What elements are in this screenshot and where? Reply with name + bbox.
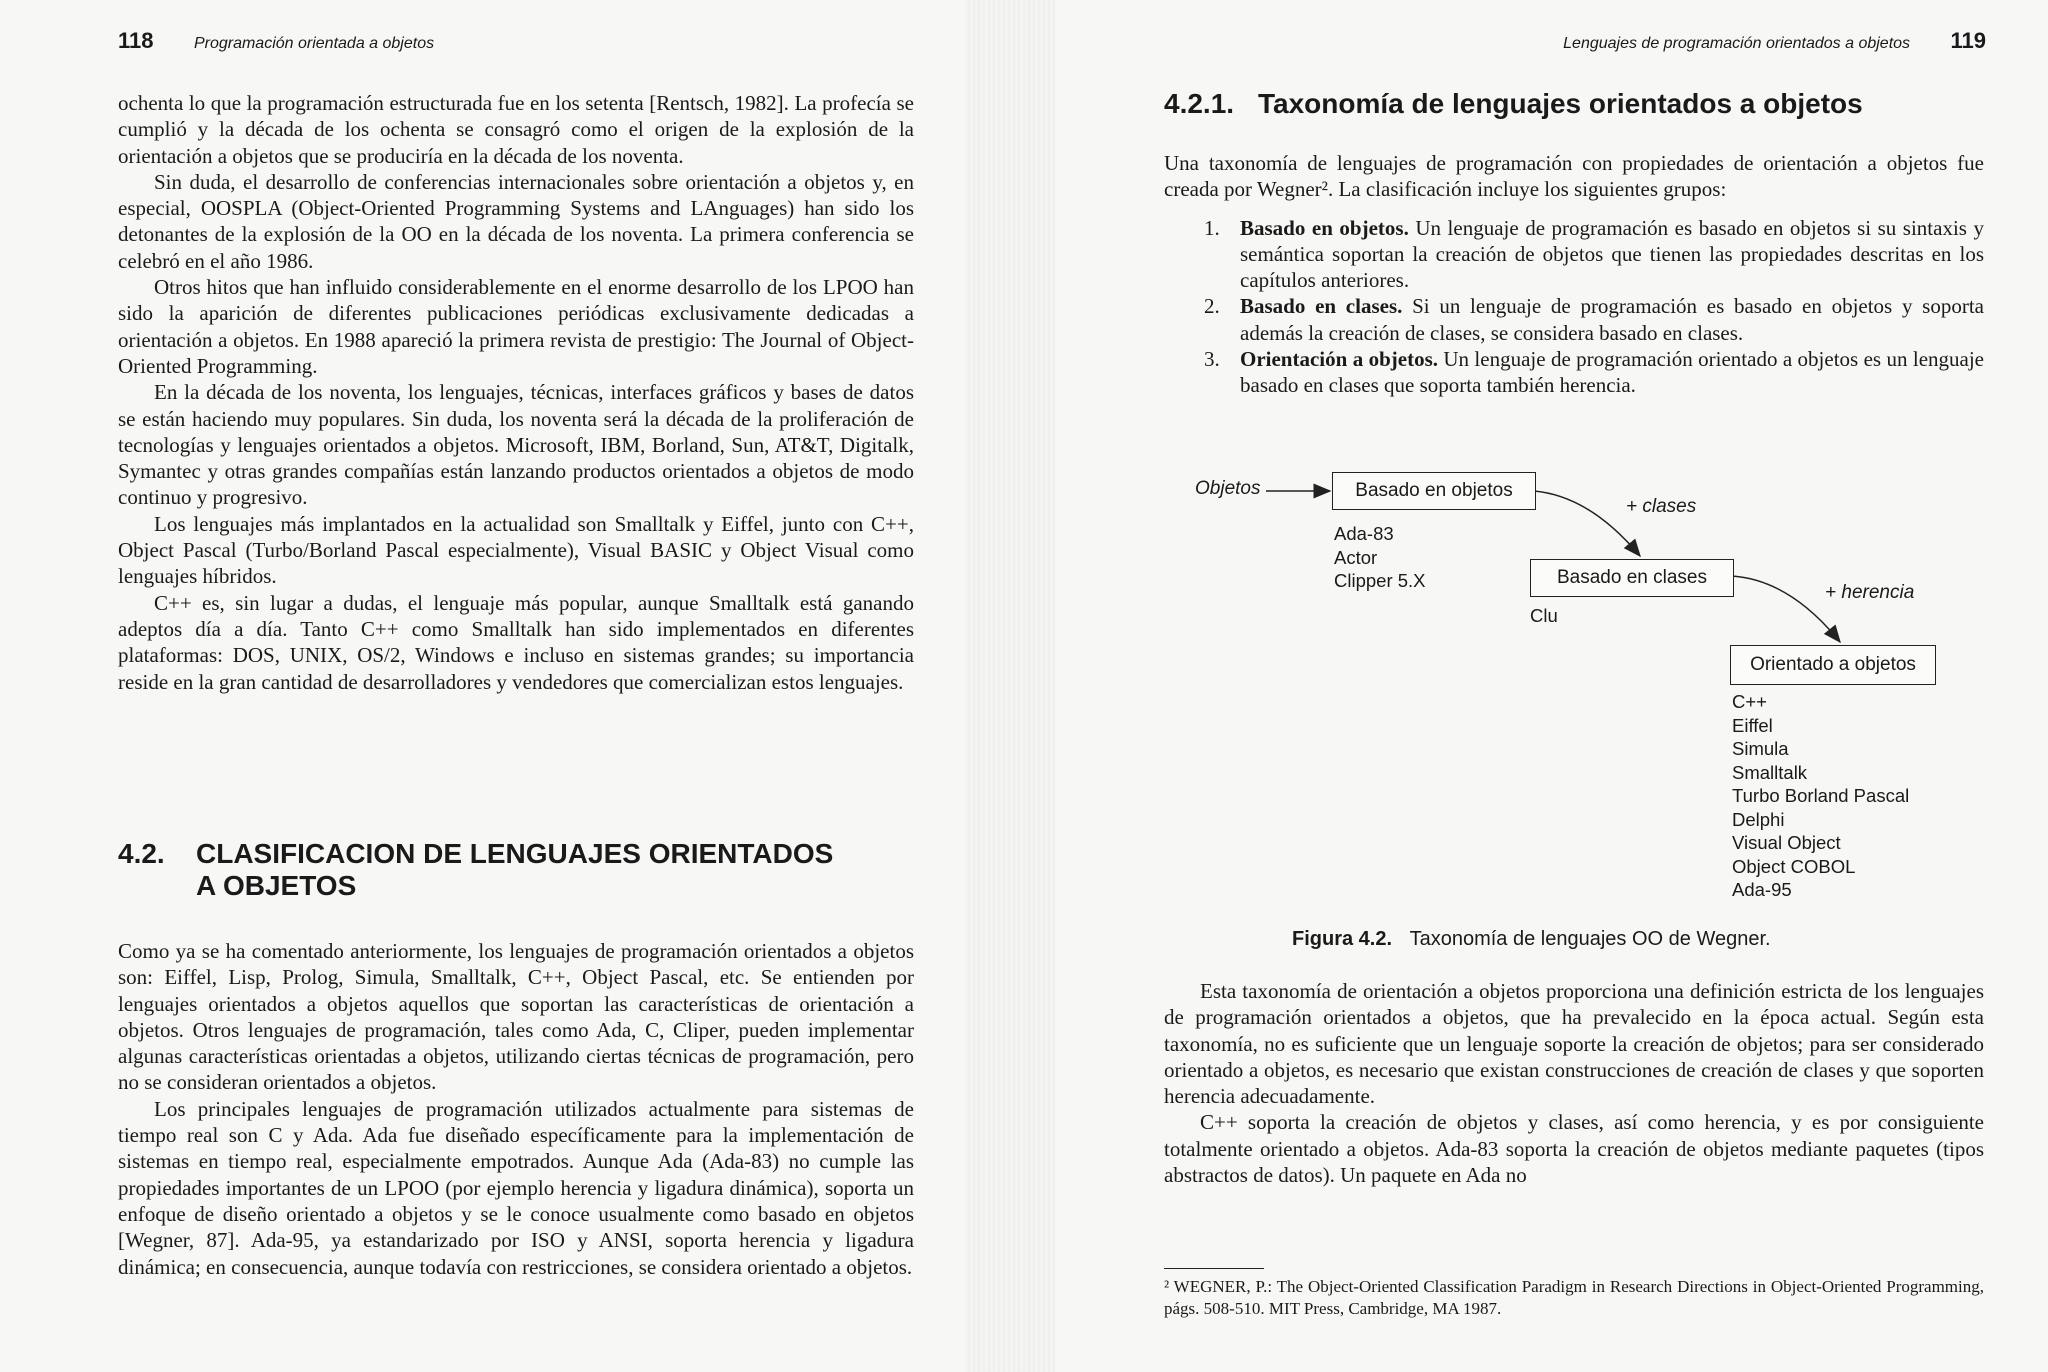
object-based-list: Ada-83 Actor Clipper 5.X	[1334, 523, 1426, 591]
paragraph: Sin duda, el desarrollo de conferencias internacionales sobre orientación a objetos y, en especial, OOSPLA (Object-Oriented Programming Systems and LAnguages) han sido los detonantes de la explosión de la OO en la década de los noventa. La primera conferencia se celebró en el año 1986.	[118, 169, 914, 273]
subsection-number: 4.2.1.	[1164, 88, 1235, 119]
figure-label: Figura 4.2.	[1292, 928, 1393, 950]
paragraph: Esta taxonomía de orientación a objetos proporciona una definición estricta de los lenguajes de programación orientados a objetos, que ha prevalecido en la época actual. Según esta taxonomía, no es suficiente que un lenguaje soporte la creación de objetos; para ser considerado orientado a objetos, es necesario que existan construcciones de creación de clases y que soporten herencia adecuadamente.	[1164, 979, 1984, 1109]
intro-paragraph: Una taxonomía de lenguajes de programación con propiedades de orientación a objetos fue creada por Wegner². La clasificación incluye los siguientes grupos:	[1164, 151, 1984, 202]
paragraph: En la década de los noventa, los lenguajes, técnicas, interfaces gráficos y bases de datos se están haciendo muy populares. Sin duda, los noventa será la década de la proliferación de tecnologías y lenguajes orientados a objetos. Microsoft, IBM, Borland, Sun, AT&T, Digitalk, Symantec y otras grandes compañías están lanzando productos orientados a objetos de modo continuo y progresivo.	[118, 380, 914, 510]
right-running-title: Lenguajes de programación orientados a objetos	[1563, 35, 1911, 52]
subsection-heading	[1164, 88, 2014, 120]
inheritance-label: + herencia	[1825, 582, 1915, 603]
left-page	[0, 0, 1010, 1372]
paragraph: Como ya se ha comentado anteriormente, los lenguajes de programación orientados a objetos son: Eiffel, Lisp, Prolog, Simula, Smalltalk, C++, Object Pascal, etc. Se entienden por lenguajes orientados a objetos aquellos que soportan las características de orientación a objetos. Otros lenguajes de programación, tales como Ada, C, Cliper, pueden implementar algunas características orientadas a objetos, utilizando ciertas técnicas de programación, pero no se consideran orientados a objetos.	[118, 939, 914, 1095]
section-heading	[118, 838, 918, 902]
section-title: CLASIFICACION DE LENGUAJES ORIENTADOS A OBJETOS	[196, 838, 834, 901]
class-based-list: Clu	[1530, 605, 1558, 626]
classes-label: + clases	[1626, 496, 1697, 517]
objects-label: Objetos	[1195, 478, 1261, 499]
paragraph: Los principales lenguajes de programación utilizados actualmente para sistemas de tiempo real son C y Ada. Ada fue diseñado específicamente para la implementación de sistemas en tiempo real, especialmente empotrados. Aunque Ada (Ada-83) no cumple las propiedades importantes de un LPOO (por ejemplo herencia y ligadura dinámica), soporta un enfoque de diseño orientado a objetos y se le conoce usualmente como basado en objetos [Wegner, 87]. Ada-95, ya estandarizado por ISO y ANSI, soporta herencia y ligadura dinámica; en consecuencia, aunque todavía con restricciones, se considera orientado a objetos.	[118, 1096, 914, 1279]
list-item: 3. Orientación a objetos. Un lenguaje de programación orientado a objetos es un lenguaje basado en clases que soporta también herencia.	[1204, 347, 1984, 398]
box-object-oriented: Orientado a objetos	[1730, 645, 1936, 685]
taxonomy-diagram	[1030, 458, 2048, 950]
left-header	[118, 28, 434, 54]
figure-caption-text: Taxonomía de lenguajes OO de Wegner.	[1409, 928, 1771, 950]
left-body-text	[118, 90, 914, 695]
footnote: ² WEGNER, P.: The Object-Oriented Classification Paradigm in Research Directions in Object-Oriented Programming, págs. 508-510. MIT Press, Cambridge, MA 1987.	[1164, 1277, 1984, 1318]
inheritance-arrow	[1732, 576, 1840, 642]
section-number: 4.2.	[118, 838, 165, 869]
groups-list	[1164, 215, 1984, 399]
figure-caption	[1292, 928, 1852, 951]
paragraph: Los lenguajes más implantados en la actualidad son Smalltalk y Eiffel, junto con C++, Object Pascal (Turbo/Borland Pascal especialmente), Visual BASIC y Object Visual como lenguajes híbridos.	[118, 511, 914, 589]
section-body-text	[118, 938, 914, 1280]
paragraph: Otros hitos que han influido considerablemente en el enorme desarrollo de los LPOO han sido la aparición de diferentes publicaciones periódicas exclusivamente dedicadas a orientación a objetos. En 1988 apareció la primera revista de prestigio: The Journal of Object-Oriented Programming.	[118, 275, 914, 378]
subsection-title: Taxonomía de lenguajes orientados a objetos	[1258, 88, 1863, 119]
paragraph: ochenta lo que la programación estructurada fue en los setenta [Rentsch, 1982]. La profecía se cumplió y la década de los ochenta se consagró como el origen de la explosión de la orientación a objetos que se produciría en la década de los noventa.	[118, 91, 914, 168]
box-class-based: Basado en clases	[1530, 559, 1734, 597]
list-item: 1. Basado en objetos. Un lenguaje de programación es basado en objetos si su sintaxis y semántica soportan la creación de objetos que tienen las propiedades descritas en los capítulos anteriores.	[1204, 215, 1984, 293]
object-oriented-list: C++ Eiffel Simula Smalltalk Turbo Borland Pascal Delphi Visual Object Object COBOL Ada-95	[1732, 691, 1910, 900]
right-header	[1563, 28, 1986, 54]
left-page-number: 118	[118, 28, 154, 53]
classes-arrow	[1534, 491, 1640, 556]
list-item: 2. Basado en clases. Si un lenguaje de programación es basado en objetos y soporta además la creación de clases, se considera basado en clases.	[1204, 294, 1984, 345]
left-running-title: Programación orientada a objetos	[193, 35, 435, 52]
box-object-based: Basado en objetos	[1332, 472, 1536, 510]
right-page-number: 119	[1950, 28, 1986, 53]
right-body-text	[1164, 978, 1984, 1188]
paragraph: C++ es, sin lugar a dudas, el lenguaje más popular, aunque Smalltalk está ganando adeptos día a día. Tanto C++ como Smalltalk han sido implementados en diferentes plataformas: DOS, UNIX, OS/2, Windows e incluso en sistemas grandes; su importancia reside en la gran cantidad de desarrolladores y vendedores que comercializan estos lenguajes.	[118, 590, 914, 694]
taxonomy-text	[1164, 150, 1984, 399]
footnote-rule	[1164, 1268, 1264, 1269]
paragraph: C++ soporta la creación de objetos y clases, así como herencia, y es por consiguiente totalmente orientado a objetos. Ada-83 soporta la creación de objetos mediante paquetes (tipos abstractos de datos). Un paquete en Ada no	[1164, 1110, 1984, 1188]
